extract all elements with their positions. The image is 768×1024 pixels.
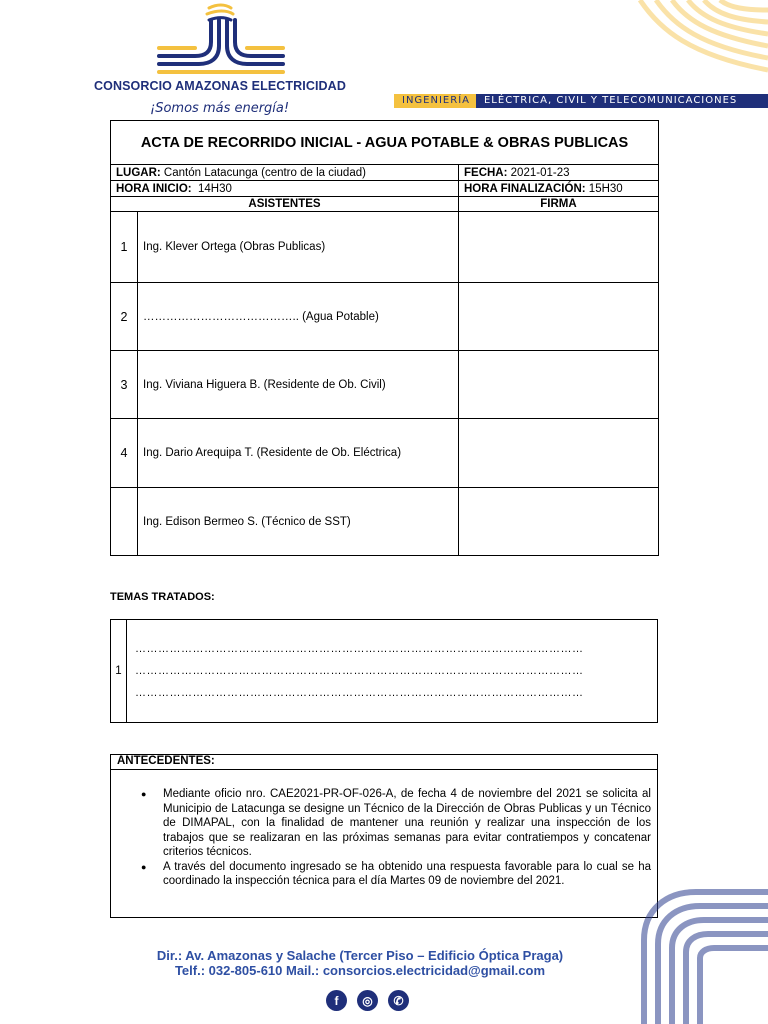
hora-inicio-cell: HORA INICIO: 14H30 — [111, 181, 459, 197]
antecedentes-list — [141, 787, 651, 889]
slogan: ¡Somos más energía! — [150, 101, 290, 116]
banner-specialties: ELÉCTRICA, CIVIL Y TELECOMUNICACIONES — [476, 94, 768, 108]
tema-line: ……………………………………………………………………………………………………… — [135, 665, 584, 677]
attendee-name: ………………………………….. (Agua Potable) — [138, 283, 459, 351]
signature-field[interactable] — [459, 351, 659, 419]
temas-tratados-label: TEMAS TRATADOS: — [110, 591, 215, 603]
attendee-number — [111, 488, 138, 556]
tema-number: 1 — [111, 620, 127, 723]
signature-field[interactable] — [459, 419, 659, 488]
attendee-name: Ing. Dario Arequipa T. (Residente de Ob. Eléctrica) — [138, 419, 459, 488]
antecedente-item: ● A través del documento ingresado se ha obtenido una respuesta favorable para lo cual se ha coordinado la inspección técnica para el día Martes 09 de noviembre del 2021. — [141, 860, 651, 887]
lugar-value: Cantón Latacunga (centro de la ciudad) — [163, 166, 366, 179]
asistentes-header: ASISTENTES — [111, 197, 459, 212]
decorative-stripes-top-icon — [630, 0, 768, 88]
attendee-name: Ing. Klever Ortega (Obras Publicas) — [138, 212, 459, 283]
engineering-banner — [394, 94, 768, 108]
acta-table — [110, 120, 659, 556]
attendee-row — [111, 212, 659, 283]
document-title: ACTA DE RECORRIDO INICIAL - AGUA POTABLE & OBRAS PUBLICAS — [111, 121, 659, 165]
antecedentes-label: ANTECEDENTES: — [111, 755, 657, 770]
attendee-row — [111, 283, 659, 351]
signature-field[interactable] — [459, 488, 659, 556]
company-logo-icon — [155, 2, 287, 78]
whatsapp-icon[interactable]: ✆ — [388, 990, 409, 1011]
company-name: CONSORCIO AMAZONAS ELECTRICIDAD — [94, 79, 346, 93]
decorative-stripes-bottom-icon — [636, 870, 768, 1024]
attendee-row — [111, 488, 659, 556]
attendee-number: 2 — [111, 283, 138, 351]
attendee-row — [111, 419, 659, 488]
signature-field[interactable] — [459, 212, 659, 283]
facebook-icon[interactable]: f — [326, 990, 347, 1011]
bullet-icon: ● — [141, 789, 147, 799]
fecha-value: 2021-01-23 — [510, 166, 570, 179]
banner-ingenieria: INGENIERÍA — [394, 94, 476, 108]
fecha-cell: FECHA: 2021-01-23 — [459, 165, 659, 181]
lugar-cell: LUGAR: Cantón Latacunga (centro de la ciudad) — [111, 165, 459, 181]
tema-line: ……………………………………………………………………………………………………… — [135, 643, 584, 655]
instagram-icon[interactable]: ◎ — [357, 990, 378, 1011]
antecedentes-box — [110, 754, 658, 918]
firma-header: FIRMA — [459, 197, 659, 212]
attendee-name: Ing. Viviana Higuera B. (Residente de Ob. Civil) — [138, 351, 459, 419]
attendee-number: 1 — [111, 212, 138, 283]
hora-fin-cell: HORA FINALIZACIÓN: 15H30 — [459, 181, 659, 197]
social-links — [326, 990, 409, 1011]
hora-fin-value: 15H30 — [588, 182, 623, 195]
footer-address: Dir.: Av. Amazonas y Salache (Tercer Piso – Edificio Óptica Praga) — [156, 948, 564, 963]
antecedente-item: ● Mediante oficio nro. CAE2021-PR-OF-026-A, de fecha 4 de noviembre del 2021 se solicita al Municipio de Latacunga se designe un Técnico de la Dirección de Obras Publicas y un Técnico de DIMAPAL, con la finalidad de mantener una reunión y realizar una inspección de los trabajos que se realizaran en las próximas semanas para evitar contratiempos y concatenar criterios técnicos. — [141, 788, 651, 858]
attendee-number: 4 — [111, 419, 138, 488]
tema-content[interactable] — [127, 620, 658, 723]
tema-line: ……………………………………………………………………………………………………… — [135, 687, 584, 699]
attendee-row — [111, 351, 659, 419]
footer-contact: Telf.: 032-805-610 Mail.: consorcios.electricidad@gmail.com — [174, 963, 546, 978]
signature-field[interactable] — [459, 283, 659, 351]
hora-inicio-value: 14H30 — [198, 182, 232, 195]
bullet-icon: ● — [141, 861, 147, 872]
attendee-number: 3 — [111, 351, 138, 419]
temas-table — [110, 619, 658, 723]
attendee-name: Ing. Edison Bermeo S. (Técnico de SST) — [138, 488, 459, 556]
